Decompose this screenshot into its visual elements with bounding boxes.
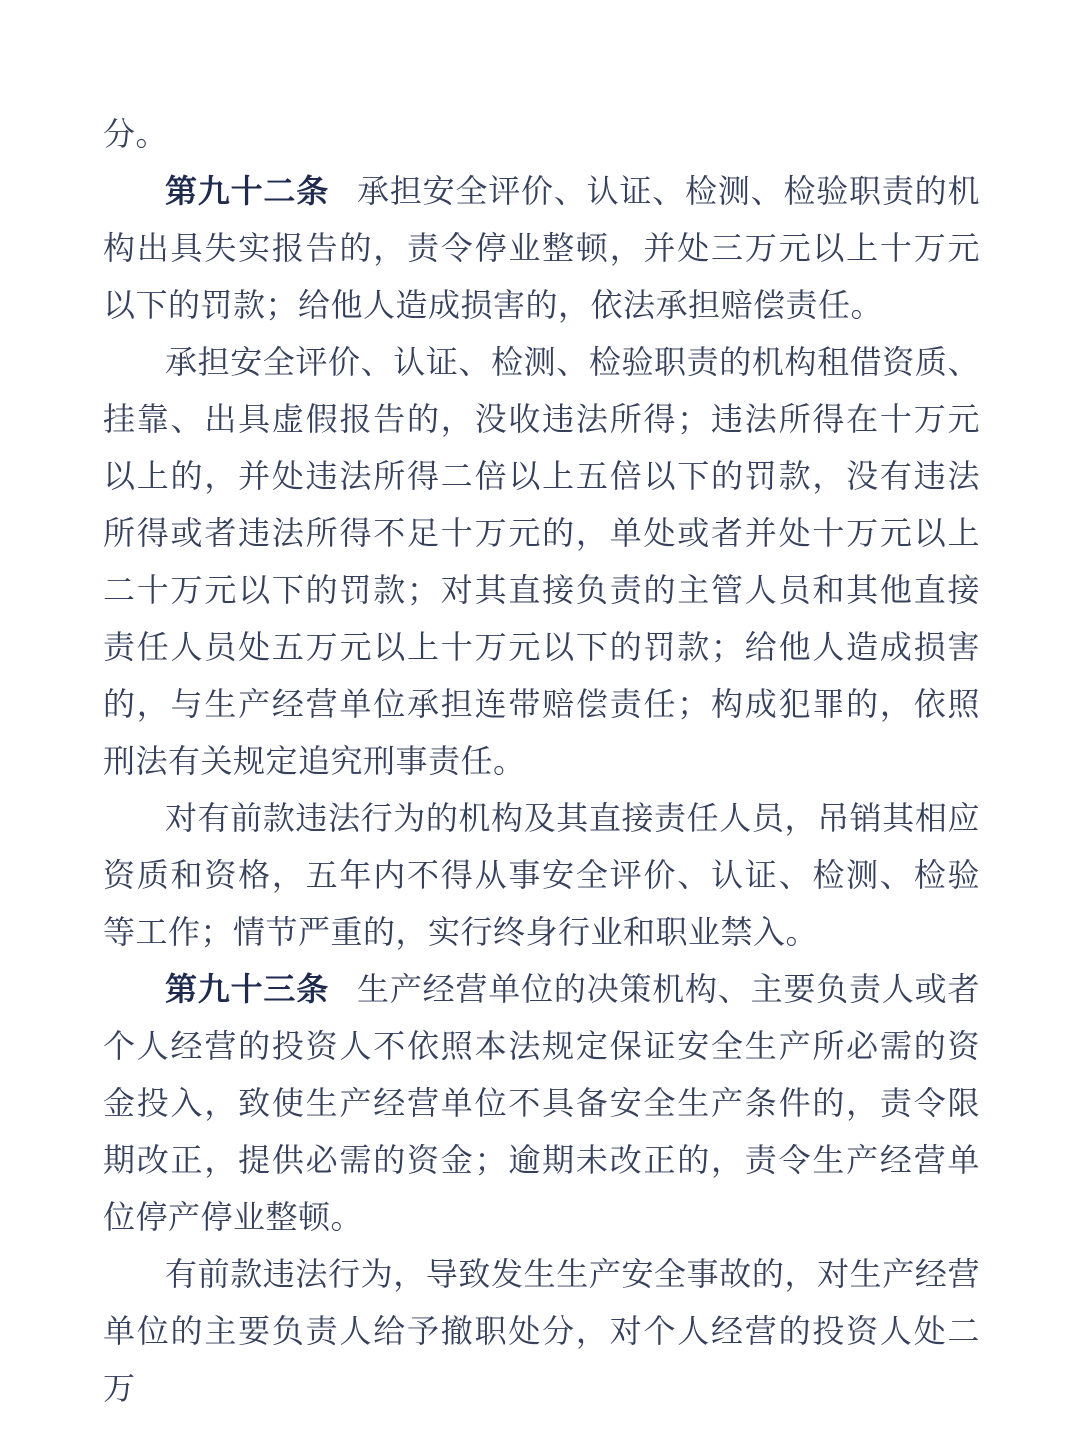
paragraph-text: 生产经营单位的决策机构、主要负责人或者个人经营的投资人不依照本法规定保证安全生产所必需的资金投入，致使生产经营单位不具备安全生产条件的，责令限期改正，提供必需的资金；逾期未改正的，责令生产经营单位停产停业整顿。 [103, 971, 980, 1235]
paragraph [103, 106, 980, 163]
paragraph [103, 790, 980, 961]
paragraph-text: 对有前款违法行为的机构及其直接责任人员，吊销其相应资质和资格，五年内不得从事安全评价、认证、检测、检验等工作；情节严重的，实行终身行业和职业禁入。 [103, 800, 980, 950]
paragraph-text: 承担安全评价、认证、检测、检验职责的机构出具失实报告的，责令停业整顿，并处三万元以上十万元以下的罚款；给他人造成损害的，依法承担赔偿责任。 [103, 173, 980, 323]
paragraph-text: 承担安全评价、认证、检测、检验职责的机构租借资质、挂靠、出具虚假报告的，没收违法所得；违法所得在十万元以上的，并处违法所得二倍以上五倍以下的罚款，没有违法所得或者违法所得不足十万元的，单处或者并处十万元以上二十万元以下的罚款；对其直接负责的主管人员和其他直接责任人员处五万元以上十万元以下的罚款；给他人造成损害的，与生产经营单位承担连带赔偿责任；构成犯罪的，依照刑法有关规定追究刑事责任。 [103, 344, 980, 779]
document-body [103, 106, 980, 1417]
paragraph [103, 334, 980, 790]
article-number: 第九十三条 [165, 971, 330, 1007]
paragraph-text: 有前款违法行为，导致发生生产安全事故的，对生产经营单位的主要负责人给予撤职处分，对个人经营的投资人处二万 [103, 1256, 980, 1406]
article-number: 第九十二条 [165, 173, 330, 209]
paragraph-text: 分。 [103, 116, 169, 152]
paragraph [103, 1246, 980, 1417]
paragraph [103, 961, 980, 1246]
paragraph [103, 163, 980, 334]
